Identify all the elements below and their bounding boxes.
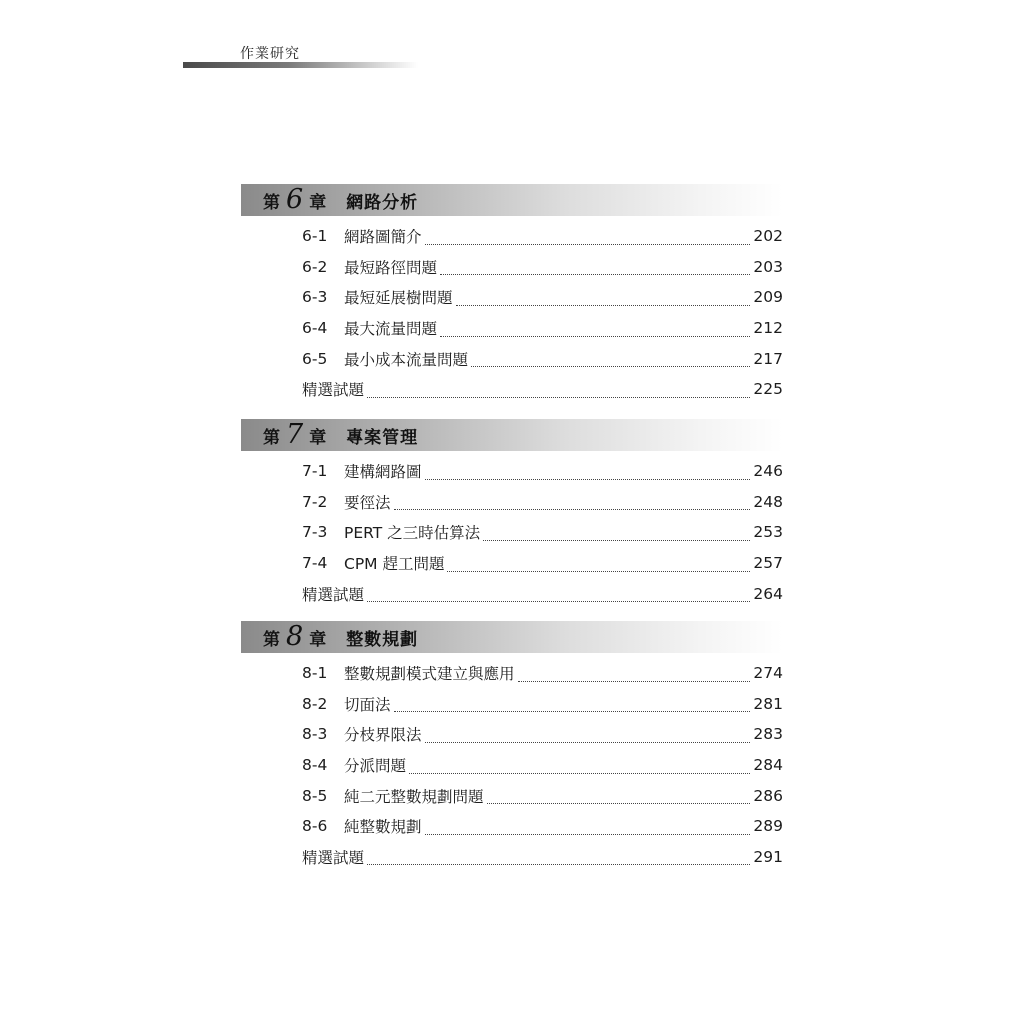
page-number: 281 [753, 694, 783, 713]
section-title: 最大流量問題 [344, 320, 438, 339]
chapter-suffix: 章 [309, 427, 327, 448]
chapter-suffix: 章 [309, 629, 327, 650]
dot-leader [409, 759, 750, 774]
page-number: 217 [753, 349, 783, 368]
page-number: 202 [753, 227, 783, 246]
section-title: 要徑法 [344, 493, 391, 512]
toc-entry[interactable] [241, 689, 783, 720]
section-number: 8-4 [302, 756, 328, 775]
dot-leader [471, 352, 750, 367]
chapter-title: 專案管理 [346, 427, 419, 448]
toc-entry[interactable] [241, 548, 783, 579]
page-number: 284 [753, 756, 783, 775]
toc-entry[interactable] [241, 780, 783, 811]
dot-leader [456, 291, 750, 306]
chapter-7 [241, 419, 783, 609]
page-number: 246 [753, 462, 783, 481]
dot-leader [394, 697, 750, 712]
dot-leader [518, 667, 750, 682]
dot-leader [425, 728, 750, 743]
header-rule [183, 62, 418, 68]
chapter-suffix: 章 [309, 192, 327, 213]
section-number: 6-2 [302, 257, 328, 276]
chapter-heading [241, 184, 783, 216]
chapter-heading [241, 621, 783, 653]
toc-entry[interactable] [241, 750, 783, 781]
dot-leader [483, 526, 750, 541]
section-number: 7-1 [302, 462, 328, 481]
chapter-8 [241, 621, 783, 872]
dot-leader [447, 557, 750, 572]
section-title: 最短延展樹問題 [344, 289, 453, 308]
chapter-title: 整數規劃 [346, 629, 419, 650]
section-title: 整數規劃模式建立與應用 [344, 665, 515, 684]
dot-leader [425, 230, 750, 245]
dot-leader [367, 383, 750, 398]
dot-leader [425, 820, 750, 835]
dot-leader [367, 587, 750, 602]
toc-list [241, 658, 783, 872]
section-number: 6-1 [302, 227, 328, 246]
section-number: 7-2 [302, 492, 328, 511]
section-title: 精選試題 [302, 848, 365, 867]
section-title: CPM 趕工問題 [344, 555, 445, 574]
toc-entry[interactable] [241, 811, 783, 842]
section-title: 分枝界限法 [344, 726, 422, 745]
section-number: 6-4 [302, 319, 328, 338]
section-number: 6-5 [302, 349, 328, 368]
page-number: 291 [753, 847, 783, 866]
section-number: 7-4 [302, 554, 328, 573]
dot-leader [367, 850, 750, 865]
toc-entry[interactable] [241, 456, 783, 487]
toc-entry-review[interactable] [241, 842, 783, 873]
toc-entry[interactable] [241, 252, 783, 283]
toc-entry[interactable] [241, 487, 783, 518]
section-title: 純二元整數規劃問題 [344, 787, 484, 806]
page-number: 289 [753, 817, 783, 836]
section-title: 建構網路圖 [344, 463, 422, 482]
section-title: PERT 之三時估算法 [344, 524, 481, 543]
running-title: 作業研究 [240, 46, 300, 62]
dot-leader [425, 465, 750, 480]
chapter-prefix: 第 [263, 427, 280, 448]
page-number: 274 [753, 664, 783, 683]
section-title: 切面法 [344, 695, 391, 714]
page-number: 286 [753, 786, 783, 805]
toc-entry[interactable] [241, 343, 783, 374]
dot-leader [440, 260, 750, 275]
page-number: 264 [753, 584, 783, 603]
toc-list [241, 221, 783, 405]
toc-entry-review[interactable] [241, 578, 783, 609]
toc-entry[interactable] [241, 221, 783, 252]
chapter-prefix: 第 [263, 629, 280, 650]
section-number: 8-5 [302, 786, 328, 805]
section-number: 8-1 [302, 664, 328, 683]
dot-leader [394, 495, 750, 510]
toc-entry-review[interactable] [241, 374, 783, 405]
page-number: 225 [753, 380, 783, 399]
section-title: 純整數規劃 [344, 818, 422, 837]
dot-leader [487, 789, 750, 804]
page-number: 283 [753, 725, 783, 744]
section-title: 精選試題 [302, 585, 365, 604]
chapter-title: 網路分析 [346, 192, 419, 213]
section-title: 分派問題 [344, 757, 407, 776]
page-number: 203 [753, 257, 783, 276]
toc-list [241, 456, 783, 609]
chapter-6 [241, 184, 783, 405]
page-number: 209 [753, 288, 783, 307]
toc-entry[interactable] [241, 719, 783, 750]
dot-leader [440, 322, 750, 337]
section-number: 6-3 [302, 288, 328, 307]
section-number: 7-3 [302, 523, 328, 542]
chapter-number: 7 [286, 418, 304, 450]
section-title: 網路圖簡介 [344, 228, 422, 247]
chapter-prefix: 第 [263, 192, 280, 213]
page-number: 253 [753, 523, 783, 542]
toc-entry[interactable] [241, 658, 783, 689]
section-number: 8-2 [302, 694, 328, 713]
section-number: 8-3 [302, 725, 328, 744]
chapter-number: 6 [286, 183, 304, 215]
toc-entry[interactable] [241, 282, 783, 313]
toc-entry[interactable] [241, 313, 783, 344]
section-title: 最短路徑問題 [344, 258, 438, 277]
section-title: 最小成本流量問題 [344, 350, 469, 369]
chapter-heading [241, 419, 783, 451]
page-number: 212 [753, 319, 783, 338]
section-title: 精選試題 [302, 381, 365, 400]
page-number: 248 [753, 492, 783, 511]
toc-entry[interactable] [241, 517, 783, 548]
page-number: 257 [753, 554, 783, 573]
chapter-number: 8 [286, 620, 304, 652]
section-number: 8-6 [302, 817, 328, 836]
